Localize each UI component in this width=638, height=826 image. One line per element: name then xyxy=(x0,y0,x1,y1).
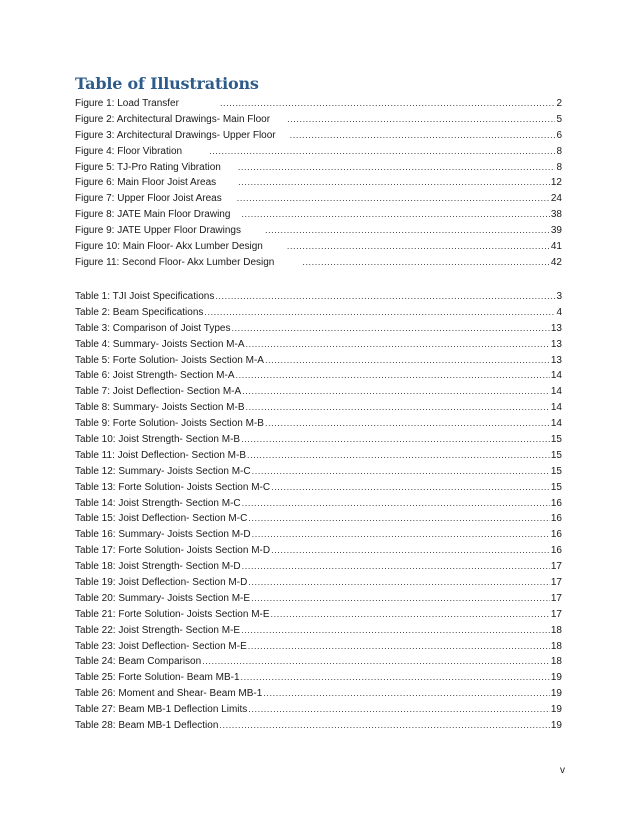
table-entry[interactable] xyxy=(75,384,562,400)
table-entry[interactable] xyxy=(75,432,562,448)
table-entry[interactable] xyxy=(75,623,562,639)
dot-leader xyxy=(271,607,550,623)
dot-leader xyxy=(248,702,550,718)
figure-entry[interactable] xyxy=(75,175,562,191)
dot-leader xyxy=(241,670,550,686)
dot-leader xyxy=(265,353,550,369)
figure-entry[interactable] xyxy=(75,191,562,207)
dot-leader xyxy=(248,511,550,527)
table-entry-page: 16 xyxy=(550,513,562,525)
figure-entry-label: Figure 3: Architectural Drawings- Upper Floor xyxy=(75,129,276,141)
table-entry-label: Table 3: Comparison of Joist Types xyxy=(75,322,231,334)
table-entry-page: 18 xyxy=(550,640,562,652)
figure-entry[interactable] xyxy=(75,128,562,144)
dot-leader xyxy=(271,543,550,559)
figure-entry-page: 5 xyxy=(556,113,562,125)
table-entry[interactable] xyxy=(75,305,562,321)
dot-leader xyxy=(236,368,550,384)
table-entry[interactable] xyxy=(75,496,562,512)
table-entry[interactable] xyxy=(75,448,562,464)
dot-leader xyxy=(247,448,550,464)
dot-leader xyxy=(241,207,549,223)
figure-entry-page: 8 xyxy=(556,161,562,173)
table-entry[interactable] xyxy=(75,368,562,384)
table-entry-label: Table 25: Forte Solution- Beam MB-1 xyxy=(75,672,240,684)
tables-list xyxy=(75,289,562,734)
dot-leader xyxy=(302,255,550,271)
figure-entry[interactable] xyxy=(75,223,562,239)
dot-leader xyxy=(204,305,555,321)
table-entry[interactable] xyxy=(75,575,562,591)
table-entry-page: 15 xyxy=(550,481,562,493)
dot-leader xyxy=(219,718,549,734)
dot-leader xyxy=(238,160,556,176)
dot-leader xyxy=(215,289,555,305)
table-entry-page: 14 xyxy=(550,418,562,430)
dot-leader xyxy=(241,432,550,448)
figure-entry[interactable] xyxy=(75,207,562,223)
table-entry-label: Table 6: Joist Strength- Section M-A xyxy=(75,370,235,382)
table-entry[interactable] xyxy=(75,639,562,655)
dot-leader xyxy=(242,384,550,400)
table-entry-label: Table 17: Forte Solution- Joists Section M-D xyxy=(75,545,271,557)
table-entry-page: 14 xyxy=(550,402,562,414)
table-entry[interactable] xyxy=(75,670,562,686)
table-entry-label: Table 12: Summary- Joists Section M-C xyxy=(75,465,251,477)
table-entry[interactable] xyxy=(75,591,562,607)
dot-leader xyxy=(251,591,550,607)
figure-entry-label: Figure 8: JATE Main Floor Drawing xyxy=(75,209,231,221)
table-entry-page: 17 xyxy=(550,577,562,589)
table-entry[interactable] xyxy=(75,607,562,623)
dot-leader xyxy=(271,480,550,496)
figure-entry[interactable] xyxy=(75,96,562,112)
table-entry-page: 16 xyxy=(550,529,562,541)
figure-entry-page: 2 xyxy=(556,98,562,109)
figure-entry-label: Figure 9: JATE Upper Floor Drawings xyxy=(75,225,241,237)
table-entry-page: 15 xyxy=(550,434,562,446)
dot-leader xyxy=(237,191,550,207)
table-entry-page: 18 xyxy=(550,656,562,668)
table-entry-label: Table 14: Joist Strength- Section M-C xyxy=(75,497,241,509)
dot-leader xyxy=(242,559,550,575)
dot-leader xyxy=(246,400,550,416)
figure-entry-label: Figure 11: Second Floor- Akx Lumber Design xyxy=(75,256,275,268)
table-entry-page: 14 xyxy=(550,370,562,382)
dot-leader xyxy=(238,175,550,191)
dot-leader xyxy=(246,337,550,353)
toc-heading: Table of Illustrations xyxy=(75,74,259,93)
table-entry-page: 19 xyxy=(550,704,562,716)
figure-entry-label: Figure 6: Main Floor Joist Areas xyxy=(75,177,217,189)
dot-leader xyxy=(287,112,555,128)
figure-entry-label: Figure 2: Architectural Drawings- Main Floor xyxy=(75,113,271,125)
table-entry[interactable] xyxy=(75,289,562,305)
figure-entry[interactable] xyxy=(75,144,562,160)
table-entry-label: Table 7: Joist Deflection- Section M-A xyxy=(75,386,242,398)
dot-leader xyxy=(202,654,550,670)
table-entry[interactable] xyxy=(75,337,562,353)
dot-leader xyxy=(290,128,556,144)
table-entry[interactable] xyxy=(75,416,562,432)
table-entry-label: Table 13: Forte Solution- Joists Section M-C xyxy=(75,481,271,493)
dot-leader xyxy=(263,686,550,702)
figure-entry-page: 38 xyxy=(550,209,562,221)
figure-entry-label: Figure 1: Load Transfer xyxy=(75,98,179,109)
table-entry[interactable] xyxy=(75,686,562,702)
table-entry-label: Table 18: Joist Strength- Section M-D xyxy=(75,561,241,573)
figure-entry-page: 8 xyxy=(556,145,562,157)
table-entry-label: Table 22: Joist Strength- Section M-E xyxy=(75,624,241,636)
dot-leader xyxy=(241,623,550,639)
dot-leader xyxy=(265,416,550,432)
table-entry-page: 4 xyxy=(556,306,562,318)
table-entry-page: 13 xyxy=(550,322,562,334)
dot-leader xyxy=(220,96,555,112)
figure-entry-page: 39 xyxy=(550,225,562,237)
figure-entry-page: 12 xyxy=(550,177,562,189)
table-entry-label: Table 24: Beam Comparison xyxy=(75,656,202,668)
figures-list xyxy=(75,96,562,271)
figure-entry-page: 6 xyxy=(556,129,562,141)
dot-leader xyxy=(209,144,555,160)
dot-leader xyxy=(248,575,550,591)
figure-entry-label: Figure 7: Upper Floor Joist Areas xyxy=(75,193,222,205)
figure-entry[interactable] xyxy=(75,112,562,128)
table-entry[interactable] xyxy=(75,702,562,718)
dot-leader xyxy=(231,321,549,337)
figure-entry-label: Figure 10: Main Floor- Akx Lumber Design xyxy=(75,241,263,253)
table-entry[interactable] xyxy=(75,527,562,543)
table-entry-label: Table 15: Joist Deflection- Section M-C xyxy=(75,513,248,525)
table-entry[interactable] xyxy=(75,559,562,575)
figure-entry-page: 42 xyxy=(550,256,562,268)
figure-entry-label: Figure 4: Floor Vibration xyxy=(75,145,183,157)
table-entry-page: 19 xyxy=(550,672,562,684)
figure-entry[interactable] xyxy=(75,255,562,271)
table-entry-page: 3 xyxy=(556,291,562,302)
dot-leader xyxy=(252,464,550,480)
table-entry[interactable] xyxy=(75,654,562,670)
table-entry-page: 18 xyxy=(550,624,562,636)
table-entry-page: 17 xyxy=(550,561,562,573)
page-number: v xyxy=(560,765,565,776)
dot-leader xyxy=(265,223,550,239)
dot-leader xyxy=(287,239,550,255)
table-entry-page: 16 xyxy=(550,497,562,509)
figure-entry-page: 24 xyxy=(550,193,562,205)
table-entry-label: Table 20: Summary- Joists Section M-E xyxy=(75,592,251,604)
table-entry[interactable] xyxy=(75,400,562,416)
figure-entry-page: 41 xyxy=(550,241,562,253)
table-entry-label: Table 23: Joist Deflection- Section M-E xyxy=(75,640,247,652)
table-entry-page: 13 xyxy=(550,338,562,350)
table-entry-label: Table 2: Beam Specifications xyxy=(75,306,204,318)
figure-entry[interactable] xyxy=(75,239,562,255)
table-entry-label: Table 9: Forte Solution- Joists Section M-B xyxy=(75,418,264,430)
table-entry[interactable] xyxy=(75,511,562,527)
figure-entry[interactable] xyxy=(75,160,562,176)
table-entry-label: Table 26: Moment and Shear- Beam MB-1 xyxy=(75,688,263,700)
table-entry[interactable] xyxy=(75,464,562,480)
dot-leader xyxy=(248,639,550,655)
table-entry[interactable] xyxy=(75,321,562,337)
table-entry-label: Table 21: Forte Solution- Joists Section M-E xyxy=(75,608,270,620)
table-entry[interactable] xyxy=(75,480,562,496)
table-entry-label: Table 11: Joist Deflection- Section M-B xyxy=(75,449,247,461)
table-entry-label: Table 10: Joist Strength- Section M-B xyxy=(75,434,241,446)
table-entry-page: 19 xyxy=(550,720,562,732)
table-entry[interactable] xyxy=(75,353,562,369)
table-entry-page: 14 xyxy=(550,386,562,398)
figure-entry-label: Figure 5: TJ-Pro Rating Vibration xyxy=(75,161,221,173)
table-entry[interactable] xyxy=(75,718,562,734)
table-entry-page: 17 xyxy=(550,592,562,604)
table-entry-label: Table 1: TJI Joist Specifications xyxy=(75,291,215,302)
table-entry-page: 15 xyxy=(550,465,562,477)
table-entry-label: Table 28: Beam MB-1 Deflection xyxy=(75,720,219,732)
table-entry-label: Table 4: Summary- Joists Section M-A xyxy=(75,338,245,350)
table-entry-label: Table 8: Summary- Joists Section M-B xyxy=(75,402,245,414)
table-entry-label: Table 16: Summary- Joists Section M-D xyxy=(75,529,251,541)
table-entry-page: 19 xyxy=(550,688,562,700)
table-entry-label: Table 19: Joist Deflection- Section M-D xyxy=(75,577,248,589)
table-entry-label: Table 5: Forte Solution- Joists Section M-A xyxy=(75,354,264,366)
table-entry[interactable] xyxy=(75,543,562,559)
table-entry-page: 13 xyxy=(550,354,562,366)
table-entry-page: 16 xyxy=(550,545,562,557)
table-entry-label: Table 27: Beam MB-1 Deflection Limits xyxy=(75,704,248,716)
table-entry-page: 15 xyxy=(550,449,562,461)
table-entry-page: 17 xyxy=(550,608,562,620)
dot-leader xyxy=(242,496,550,512)
dot-leader xyxy=(252,527,550,543)
